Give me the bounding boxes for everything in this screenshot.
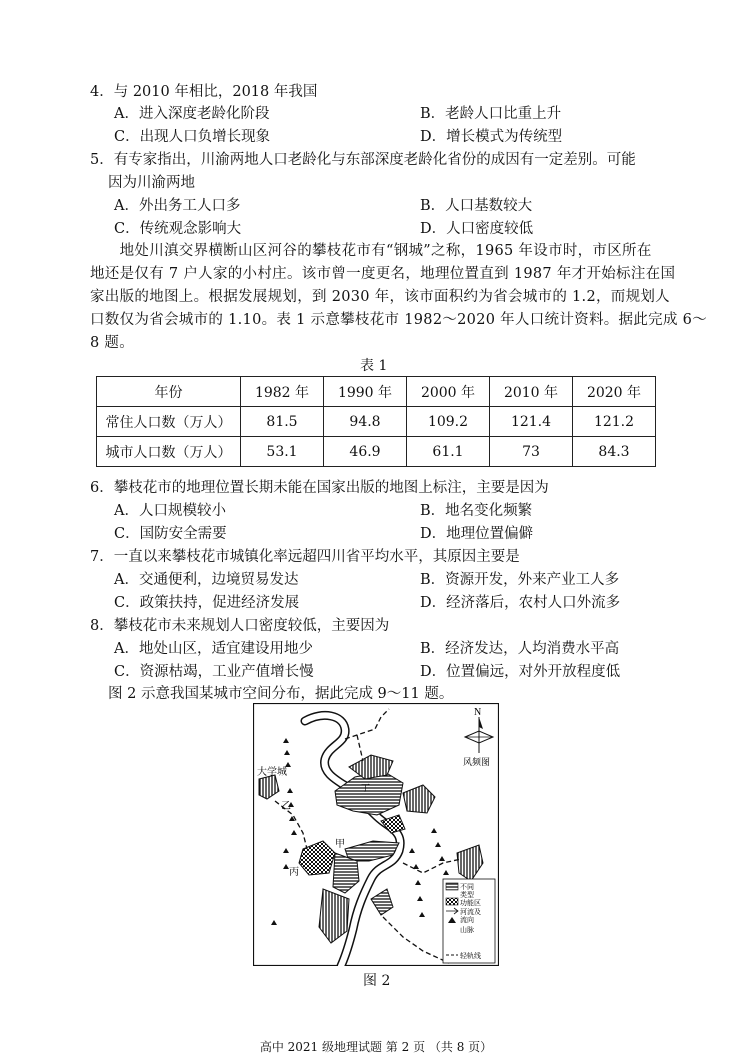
table-cell: 81.5 — [241, 407, 324, 437]
table-cell: 常住人口数（万人） — [97, 407, 241, 437]
q8-option-d: D．位置偏远，对外开放程度低 — [420, 664, 621, 680]
label-jia: 甲 — [335, 839, 345, 850]
table-cell: 94.8 — [324, 407, 407, 437]
q8-option-c: C．资源枯竭，工业产值增长慢 — [114, 664, 314, 680]
q5-stem: 5．有专家指出，川渝两地人口老龄化与东部深度老龄化省份的成因有一定差别。可能 — [90, 152, 636, 168]
q6-option-a: A．人口规模较小 — [114, 503, 226, 519]
q5-option-a: A．外出务工人口多 — [114, 198, 241, 214]
q5-option-b: B．人口基数较大 — [420, 198, 533, 214]
q7-option-b: B．资源开发，外来产业工人多 — [420, 572, 620, 588]
q6-option-c: C．国防安全需要 — [114, 526, 227, 542]
q4-option-c: C．出现人口负增长现象 — [114, 129, 271, 145]
q6-option-b: B．地名变化频繁 — [420, 503, 533, 519]
table-cell: 61.1 — [407, 437, 490, 467]
table-cell: 121.4 — [490, 407, 573, 437]
table-cell: 84.3 — [573, 437, 656, 467]
q7-option-c: C．政策扶持，促进经济发展 — [114, 595, 300, 611]
table-cell: 1982 年 — [241, 377, 324, 407]
university-town-label: 大学城 — [257, 767, 287, 778]
table-cell: 年份 — [97, 377, 241, 407]
legend-item: 不同 — [460, 883, 474, 891]
table-cell: 53.1 — [241, 437, 324, 467]
passage-line: 地还是仅有 7 户人家的小村庄。该市曾一度更名，地理位置直到 1987 年才开始标注在国 — [90, 266, 676, 282]
q6-stem: 6．攀枝花市的地理位置长期未能在国家出版的地图上标注，主要是因为 — [90, 480, 549, 496]
wind-rose-label: 风频图 — [463, 758, 491, 768]
page-footer: 高中 2021 级地理试题 第 2 页 （共 8 页） — [259, 1040, 493, 1054]
q7-option-a: A．交通便利，边境贸易发达 — [114, 572, 299, 588]
table-caption: 表 1 — [360, 358, 388, 374]
q8-option-b: B．经济发达，人均消费水平高 — [420, 641, 620, 657]
legend-item: 轻轨线 — [460, 952, 481, 960]
legend-item: 山脉 — [460, 926, 474, 934]
population-table — [96, 376, 656, 467]
table-cell: 1990 年 — [324, 377, 407, 407]
table-cell: 2010 年 — [490, 377, 573, 407]
label-ding: 丁 — [361, 784, 371, 794]
q5-stem-cont: 因为川渝两地 — [108, 175, 195, 191]
table-cell: 109.2 — [407, 407, 490, 437]
table-cell: 2020 年 — [573, 377, 656, 407]
q5-option-d: D．人口密度较低 — [420, 221, 534, 237]
table-cell: 46.9 — [324, 437, 407, 467]
passage-line: 口数仅为省会城市的 1.10。表 1 示意攀枝花市 1982～2020 年人口统计资料。据此完成 6～ — [90, 312, 707, 328]
q4-option-a: A．进入深度老龄化阶段 — [114, 106, 270, 122]
q7-option-d: D．经济落后，农村人口外流多 — [420, 595, 621, 611]
q7-stem: 7．一直以来攀枝花市城镇化率远超四川省平均水平，其原因主要是 — [90, 549, 520, 565]
figure-intro: 图 2 示意我国某城市空间分布，据此完成 9～11 题。 — [108, 686, 454, 702]
north-label: N — [474, 707, 482, 718]
legend-item: 河流及 — [460, 908, 481, 916]
legend-item: 类型 — [460, 891, 474, 899]
table-cell: 121.2 — [573, 407, 656, 437]
q8-option-a: A．地处山区，适宜建设用地少 — [114, 641, 313, 657]
passage-line: 家出版的地图上。根据发展规划，到 2030 年，该市面积约为省会城市的 1.2，而规划人 — [90, 289, 670, 305]
table-cell: 城市人口数（万人） — [97, 437, 241, 467]
q4-option-d: D．增长模式为传统型 — [420, 129, 563, 145]
table-row — [97, 407, 656, 437]
q8-stem: 8．攀枝花市未来规划人口密度较低，主要因为 — [90, 618, 390, 634]
map-legend — [443, 879, 495, 963]
table-cell: 73 — [490, 437, 573, 467]
label-yi: 乙 — [281, 801, 291, 812]
q5-option-c: C．传统观念影响大 — [114, 221, 242, 237]
table-header-row — [97, 377, 656, 407]
city-map-figure — [253, 703, 499, 966]
legend-item: 流向 — [460, 916, 474, 924]
label-bing: 丙 — [289, 867, 299, 878]
q4-option-b: B．老龄人口比重上升 — [420, 106, 562, 122]
table-cell: 2000 年 — [407, 377, 490, 407]
passage-line: 8 题。 — [90, 335, 135, 351]
legend-item: 功能区 — [460, 899, 481, 907]
q4-stem: 4．与 2010 年相比，2018 年我国 — [90, 84, 318, 100]
table-row — [97, 437, 656, 467]
q6-option-d: D．地理位置偏僻 — [420, 526, 534, 542]
figure-caption: 图 2 — [363, 973, 391, 989]
passage-line: 地处川滇交界横断山区河谷的攀枝花市有“钢城”之称，1965 年设市时，市区所在 — [90, 243, 652, 259]
